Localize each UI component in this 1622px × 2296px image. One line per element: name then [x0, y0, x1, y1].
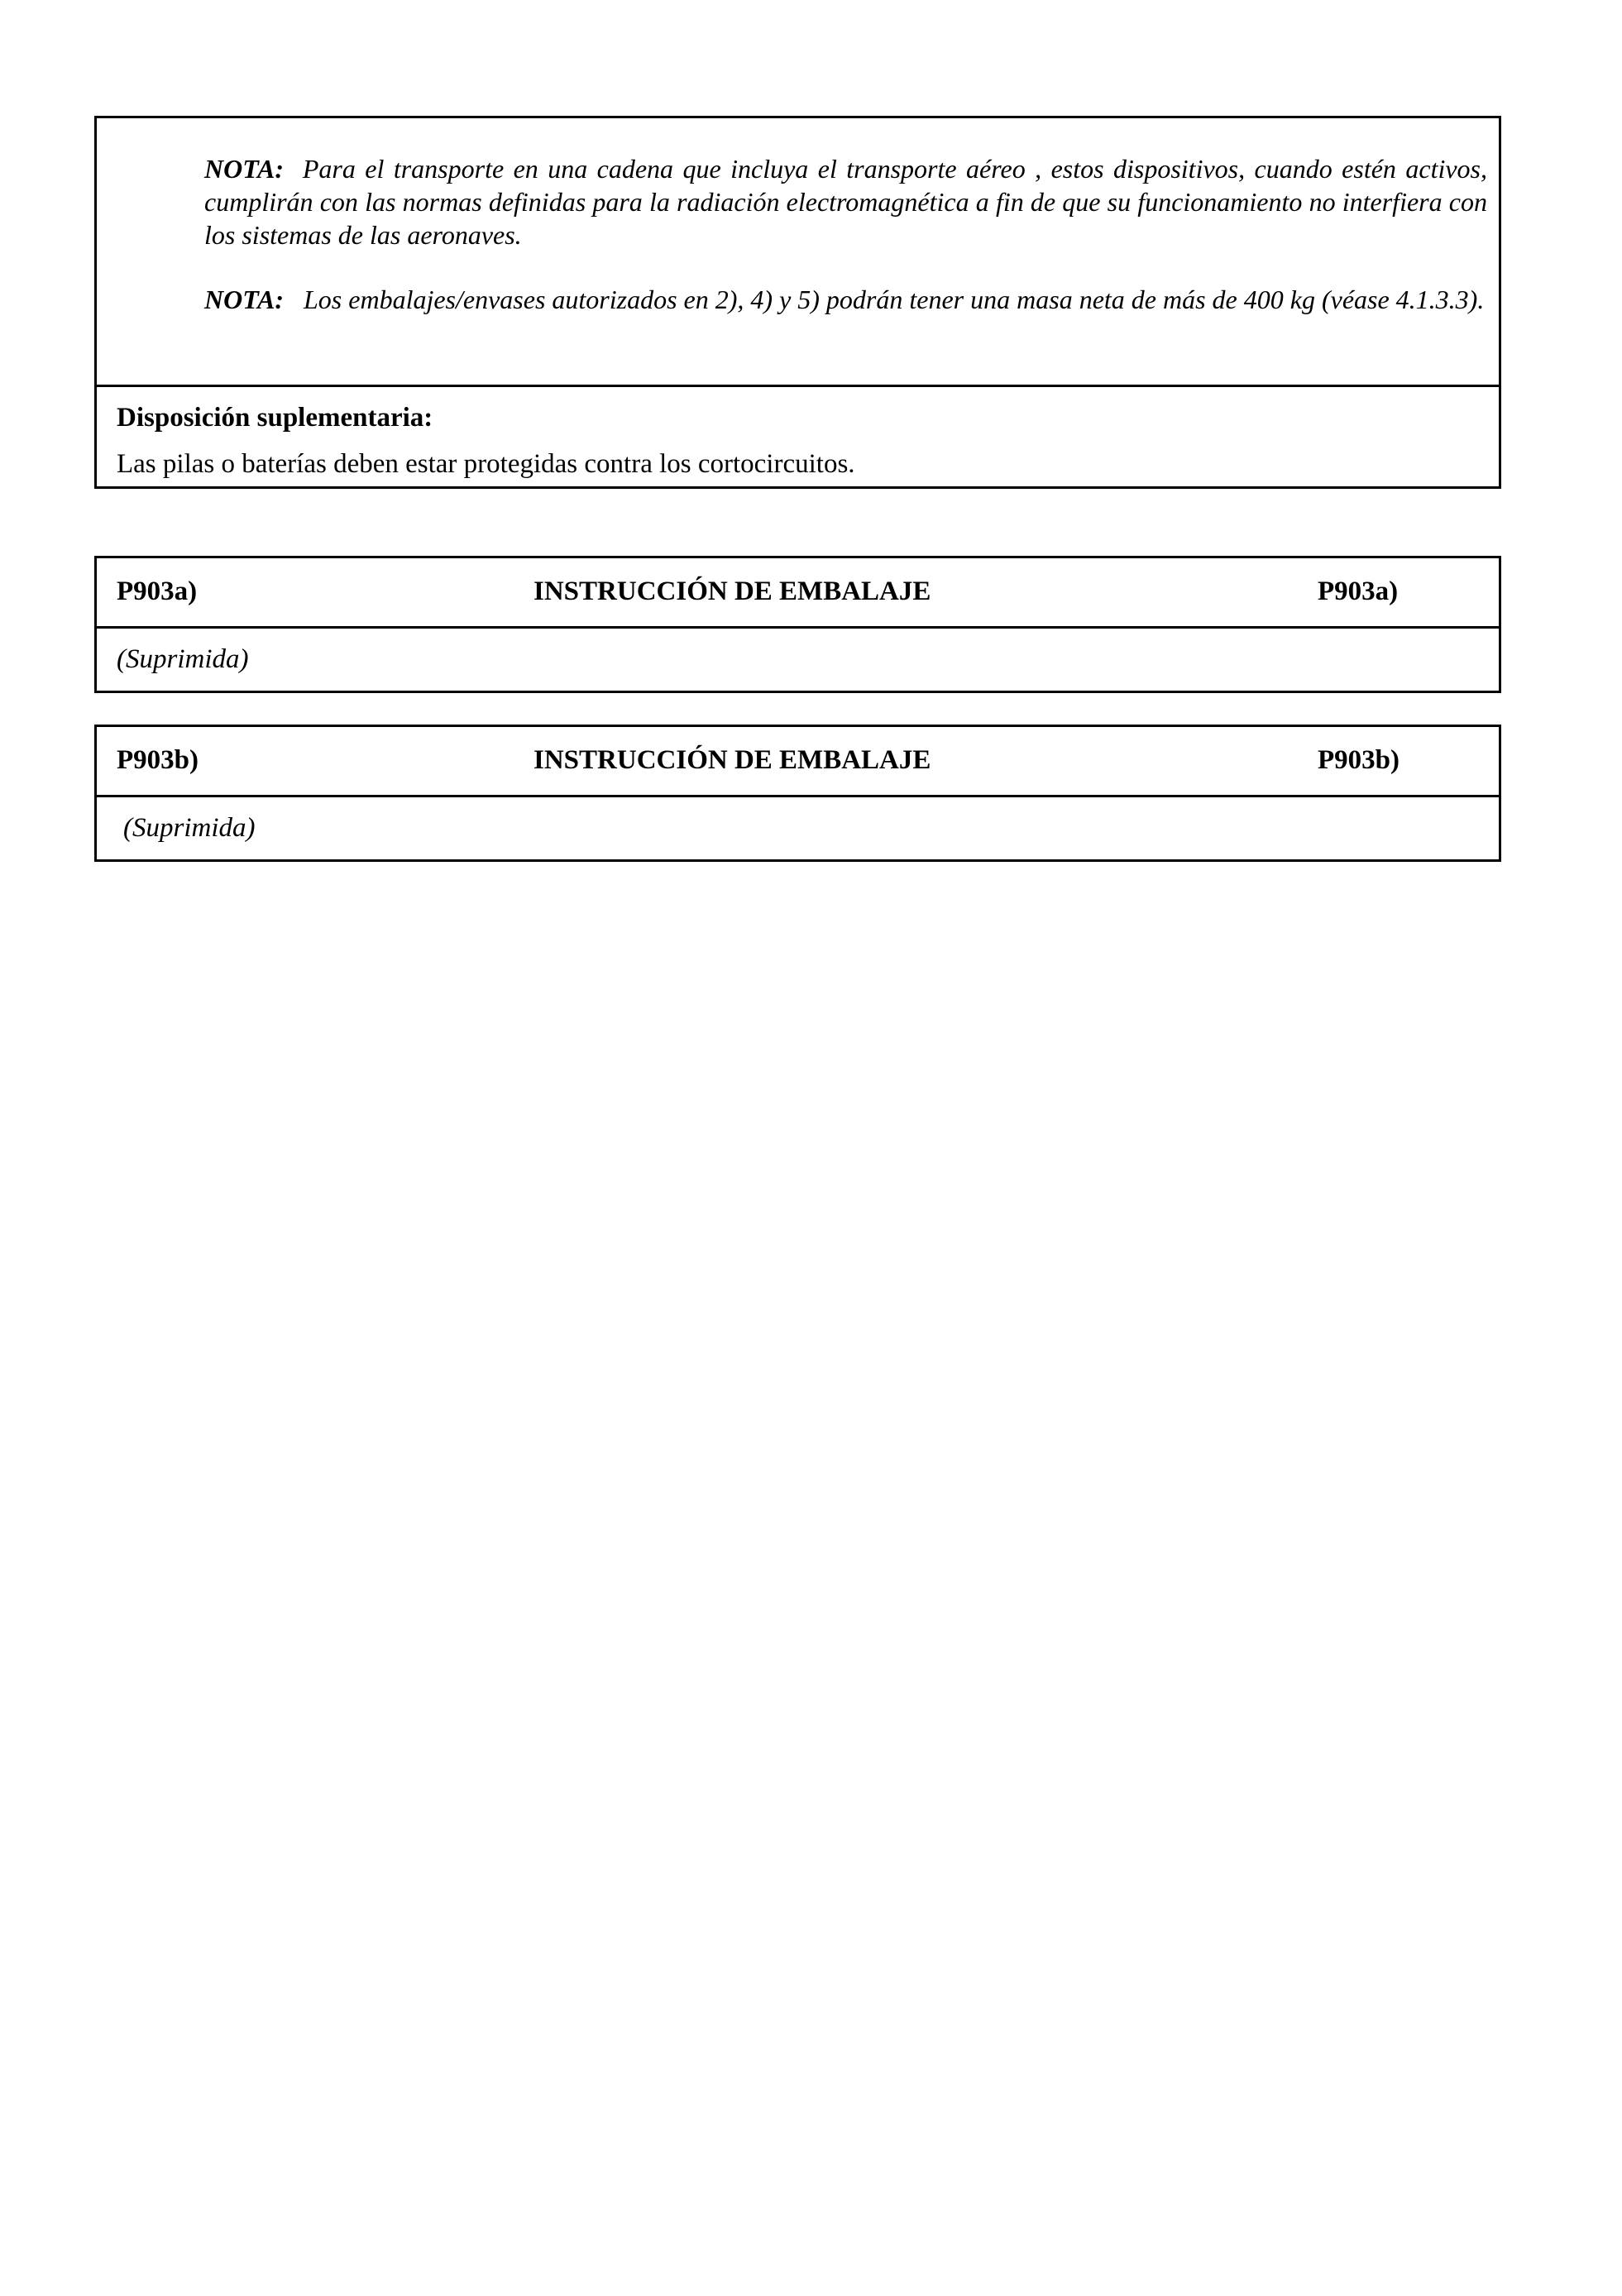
- instruction-code-left: P903a): [117, 576, 198, 606]
- note-2: [204, 283, 1487, 316]
- note-2-text: Los embalajes/envases autorizados en 2), 4) y 5) podrán tener una masa neta de más de 400 kg (véase 4.1.3.3).: [304, 285, 1485, 314]
- note-2-label: NOTA:: [204, 285, 284, 314]
- instruction-code-right: P903a): [1318, 576, 1399, 606]
- packing-instruction-p903b: [94, 725, 1501, 862]
- instruction-body: (Suprimida): [117, 644, 249, 674]
- note-1: [204, 152, 1487, 251]
- packing-instruction-header: [97, 727, 1499, 797]
- instruction-title: INSTRUCCIÓN DE EMBALAJE: [533, 576, 931, 606]
- supplementary-provision-text: Las pilas o baterías deben estar protegidas contra los cortocircuitos.: [117, 449, 855, 479]
- notes-section: [97, 118, 1499, 387]
- instruction-title: INSTRUCCIÓN DE EMBALAJE: [533, 745, 931, 775]
- packing-instruction-header: [97, 558, 1499, 629]
- notes-and-provision-box: [94, 116, 1501, 489]
- note-1-label: NOTA:: [204, 154, 284, 184]
- packing-instruction-p903a: [94, 556, 1501, 693]
- instruction-code-left: P903b): [117, 745, 199, 775]
- instruction-body: (Suprimida): [123, 813, 256, 843]
- supplementary-provision-title: Disposición suplementaria:: [117, 403, 433, 433]
- instruction-code-right: P903b): [1318, 745, 1400, 775]
- note-1-text: Para el transporte en una cadena que incluya el transporte aéreo , estos dispositivos, cuando estén activos, cumplirán con las normas definidas para la radiación electromagnética a fin de que su funcionamiento no interfiera con los sistemas de las aeronaves.: [204, 154, 1487, 250]
